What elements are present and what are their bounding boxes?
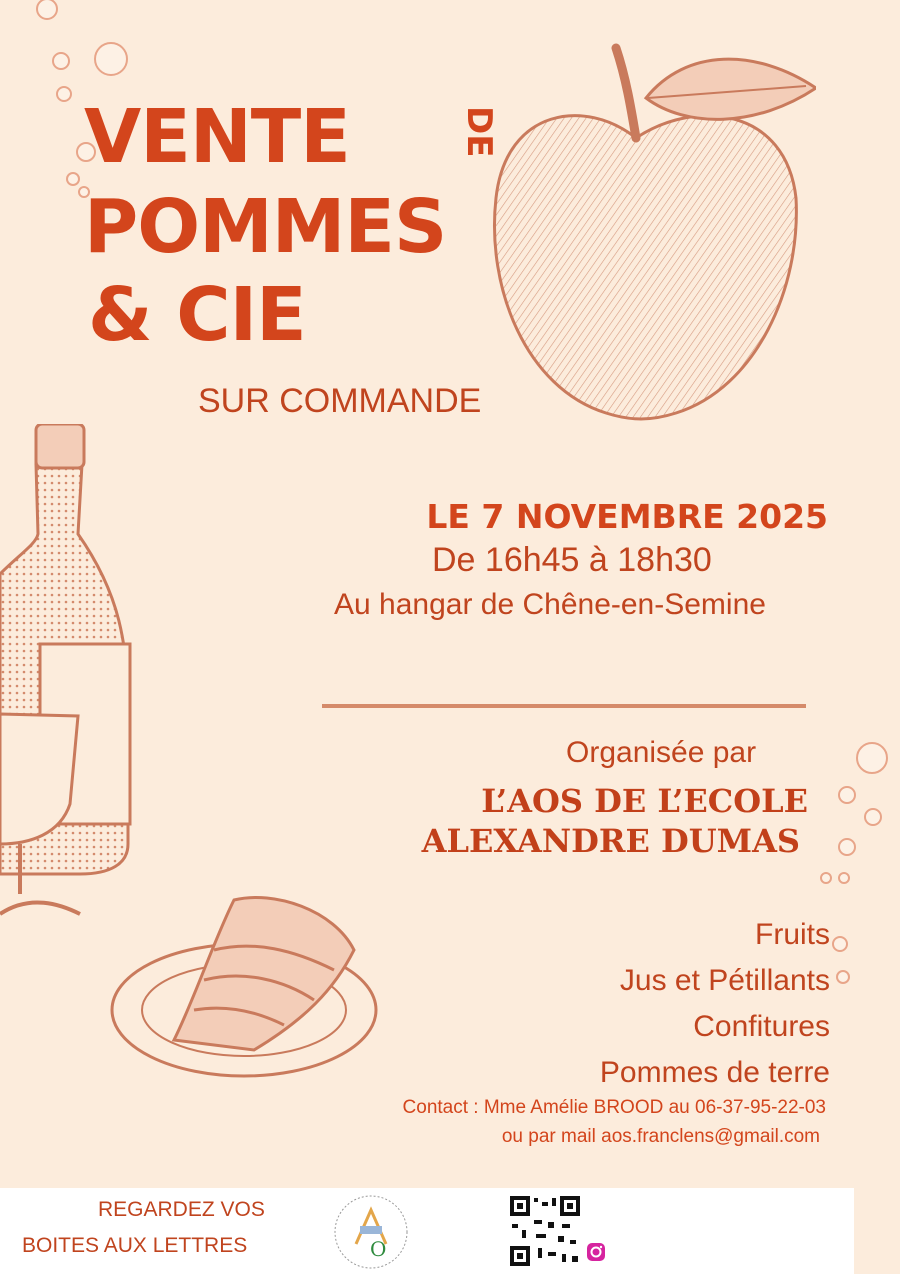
instagram-icon[interactable] [586,1242,606,1262]
product-item: Confitures [693,1010,830,1043]
event-hours: De 16h45 à 18h30 [432,541,712,579]
pie-illustration [104,880,384,1080]
title-line-2: POMMES [84,184,447,270]
bubble [52,52,70,70]
divider [322,704,806,708]
bubble [56,86,72,102]
organizer-name-line-1: L’AOS DE L’ECOLE [481,782,808,820]
event-date: LE 7 NOVEMBRE 2025 [426,497,828,536]
bubble [94,42,128,76]
product-item: Fruits [755,918,830,951]
title-de: DE [459,106,499,158]
footer-line-1: REGARDEZ VOS [98,1198,265,1221]
svg-text:O: O [370,1237,387,1261]
association-logo [330,1192,412,1272]
title-line-1: VENTE [84,94,350,180]
bubble [864,808,882,826]
footer-line-2: BOITES AUX LETTRES [22,1234,248,1257]
bottle-illustration [0,424,140,934]
product-item: Jus et Pétillants [619,964,830,997]
bubble [66,172,80,186]
bubble [36,0,58,20]
subtitle: SUR COMMANDE [198,382,482,420]
apple-illustration [466,38,816,428]
qr-code[interactable] [508,1194,582,1268]
bubble [820,872,832,884]
bubble [838,786,856,804]
bubble [832,936,848,952]
title-line-3: & CIE [88,272,306,358]
contact-phone: Contact : Mme Amélie BROOD au 06-37-95-22-03 [402,1097,826,1118]
product-item: Pommes de terre [599,1056,830,1089]
bubble [836,970,850,984]
organizer-intro: Organisée par [566,736,757,769]
bubble [838,872,850,884]
contact-email: ou par mail aos.franclens@gmail.com [501,1126,820,1147]
bubble [856,742,888,774]
organizer-name-line-2: ALEXANDRE DUMAS [421,822,800,860]
event-place: Au hangar de Chêne-en-Semine [334,588,766,621]
bubble [838,838,856,856]
